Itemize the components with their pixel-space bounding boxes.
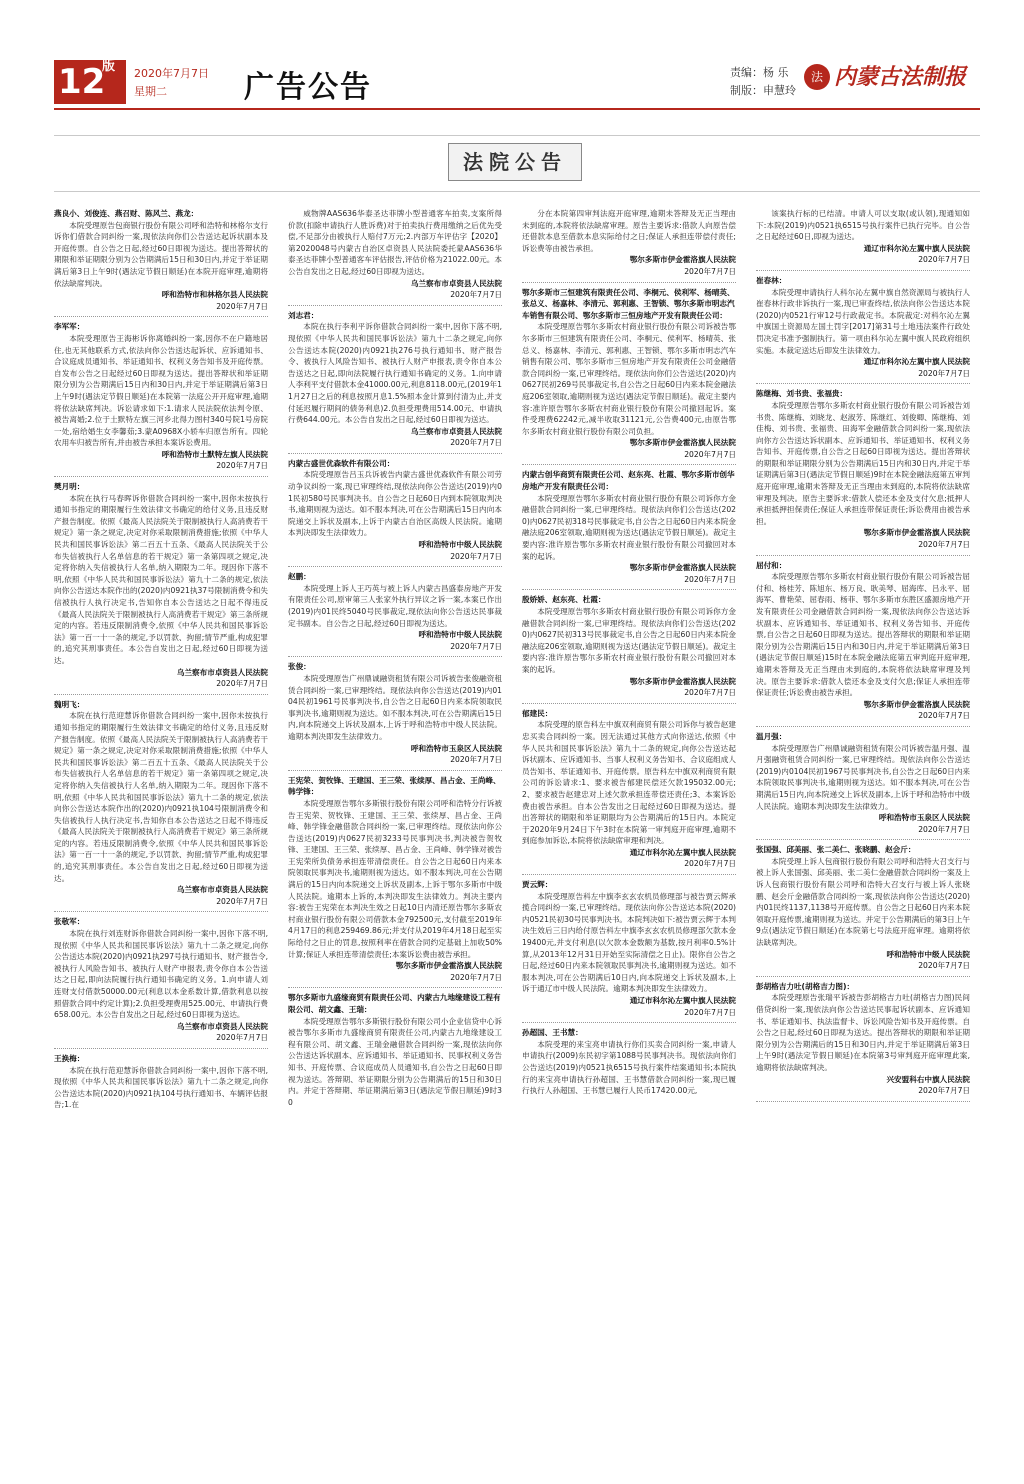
court-notice — [522, 287, 736, 461]
court-notice — [756, 208, 970, 266]
notice-addressee: 孙超国、王书慧： — [522, 1028, 583, 1038]
section-banner — [448, 143, 582, 181]
notice-court: 乌兰察布市卓资县人民法院 — [410, 278, 502, 288]
notice-date: 2020年7月7日 — [918, 961, 970, 971]
banner-rule-top — [54, 135, 980, 136]
notice-body: 本院受理原告吕玉兵诉被告内蒙古盛世优森软件有限公司劳动争议纠纷一案,现已审理终结,现依法向你公告送达(2019)内01民初580号民事判决书。自公告之日起60日内到本院领取判决书,逾期则视为送达。如不服本判决,可在公告期满后15日内向本院递交上诉状及副本,上诉于内蒙古自治区高级人民法院。逾期本判决即发生法律效力。 — [288, 470, 502, 538]
notice-addressee: 张国强、邱美丽、张二美仁、张晓鹏、赵会斤： — [756, 845, 916, 855]
notice-addressee: 张俊： — [288, 662, 311, 672]
notice-court: 通辽市科尔沁左翼中旗人民法院 — [629, 996, 736, 1005]
notice-date: 2020年7月7日 — [450, 551, 502, 561]
court-notice — [756, 388, 970, 550]
notice-court: 呼和浩特市中级人民法院 — [418, 540, 502, 550]
notice-addressee: 郁建民： — [522, 708, 553, 718]
column-1 — [54, 208, 268, 1115]
court-notice — [522, 208, 736, 278]
notice-date: 2020年7月7日 — [918, 255, 970, 265]
notice-divider — [756, 555, 970, 556]
section-title: 广告公告 — [244, 70, 372, 105]
notice-date: 2020年7月7日 — [450, 438, 502, 448]
court-notice — [522, 594, 736, 698]
notice-court: 乌兰察布市卓资县人民法院 — [410, 426, 502, 436]
notice-addressee: 殷娇娇、赵东亮、杜霞： — [522, 595, 606, 605]
notice-addressee: 陈继梅、刘书贵、张福贵： — [756, 389, 848, 399]
notice-body: 本院受理原告鄂尔多斯银行股份有限公司呼和浩特分行诉被告王宪荣、贺牧锋、王建国、王三荣、张续厚、昌占金、王尚峰、韩学锋金融借款合同纠纷一案,已审理终结。现依法向你公告送达(2019)内0627民初3233号民事判决书,判决被告贺牧锋、王建国、王三荣、张续厚、昌占金、王尚峰、韩学锋对被告王宪荣所负债务承担连带清偿责任。自公告之日起60日内来本院领取民事判决书,逾期则视为送达。如不服本判决,可在公告期满后的15日内向本院递交上诉状及副本,上诉于鄂尔多斯市中级人民法院。逾期本上诉的,本判决即发生法律效力。判决主要内容:被告王宪荣在本判决生效之日起10日内清还原告鄂尔多斯农村商业银行股份有限公司借款本金792500元,支付截至2019年4月17日的利息259469.86元;并支付从2019年4月18日起至实际给付之日止的罚息,按照利率在借款合同约定基础上加收50%计算;保证人承担连带清偿责任;本案诉讼费由被告承担。 — [288, 798, 502, 959]
notice-body: 该案执行标的已结清。申请人可以支取(或认领),现通知如下:本院(2019)内0521执6515号执行案件已执行完毕。自公告之日起经过60日,即视为送达。 — [756, 209, 970, 242]
notice-court: 呼和浩特市中级人民法院 — [886, 949, 970, 959]
notice-date: 2020年7月7日 — [918, 824, 970, 834]
issue-weekday: 星期二 — [134, 85, 167, 98]
notice-divider — [756, 839, 970, 840]
court-notice — [756, 731, 970, 835]
notice-divider — [54, 694, 268, 695]
notice-date: 2020年7月7日 — [450, 755, 502, 765]
notice-addressee: 彭胡格吉力吐(胡格吉力图)： — [756, 981, 855, 991]
notice-body: 本院受理上诉人包商银行股份有限公司呼和浩特大召支行与被上诉人张国强、邱美丽、张二美仁金融借款合同纠纷一案及上诉人包商银行股份有限公司呼和浩特大召支行与被上诉人张晓鹏、赵会斤金融借款合同纠纷一案,现依法向你公告送达(2020)内01民终1137,1138号开庭传票。自公告之日起60日内来本院领取开庭传票,逾期则视为送达。并定于公告期满后的第3日上午9点(遇法定节假日顺延)在本院第七号法庭开庭审理。逾期将依法缺席判决。 — [756, 856, 970, 948]
court-notice — [288, 458, 502, 562]
notice-divider — [522, 1022, 736, 1023]
court-notice — [54, 1053, 268, 1111]
notice-court: 呼和浩特市和林格尔县人民法院 — [161, 290, 268, 300]
notice-body: 本院受理原告包商银行股份有限公司呼和浩特和林格尔支行诉你们借款合同纠纷一案,现依法向你们公告送达起诉状副本及开庭传票。自公告之日起,经过60日即视为送达。提出答辩状的期限和举证期限分别为公告期满后15日和30日内,并定于举证期满后第3日上午9时(遇法定节假日顺延)在本院开庭审理,逾期将依法缺席判决。 — [54, 220, 268, 288]
notice-court: 乌兰察布市卓资县人民法院 — [176, 885, 268, 895]
court-notice — [756, 981, 970, 1097]
page-number — [54, 60, 126, 104]
notice-divider — [756, 383, 970, 384]
notice-court: 乌兰察布市卓资县人民法院 — [176, 1021, 268, 1031]
notice-divider — [54, 316, 268, 317]
court-notice — [522, 1027, 736, 1097]
court-notice — [54, 481, 268, 690]
notice-divider — [54, 1048, 268, 1049]
notice-addressee: 李军军： — [54, 322, 85, 332]
court-notice — [54, 321, 268, 472]
notice-body: 本院受理原告鄂尔多斯农村商业银行股份有限公司诉被告刘书贵、陈继梅、刘晓龙、赵淑芳、陈继红、刘俊卿、陈继梅、刘佳梅、刘书贵、张福贵、田海军金融借款合同纠纷一案,现依法向你方公告送达诉状副本、应诉通知书、举证通知书、权利义务告知书、开庭传票,自公告之日起60日即视为送达。提出答辩状的期限和举证期限分别为公告期满后15日内和30日内,并定于举证期满后第3日(遇法定节假日顺延)9时在本院金融法庭第五审判庭开庭审理,逾期未答辩及无正当理由未到庭的,本院将依法缺席审理及判决。原告主要诉求:借款人偿还本金及支付欠息;抵押人承担抵押担保责任;保证人承担连带保证责任;诉讼费用由被告承担。 — [756, 400, 970, 526]
notice-court: 鄂尔多斯市伊金霍洛旗人民法院 — [629, 438, 736, 448]
notice-addressee: 贾云辉： — [522, 880, 553, 890]
notice-addressee: 温月强： — [756, 731, 787, 741]
court-notice — [288, 661, 502, 765]
notice-date: 2020年7月7日 — [684, 1007, 736, 1017]
court-notice — [54, 699, 268, 908]
banner-title: 法院公告 — [463, 150, 567, 174]
brand-name: 内蒙古法制报 — [834, 64, 967, 90]
notice-divider — [288, 987, 502, 988]
notice-body: 本院在执行马春晖诉你借款合同纠纷一案中,因你未按执行通知书指定的期限履行生效法律文书确定的给付义务,且违反财产报告制度。依照《最高人民法院关于限制被执行人高消费若干规定》第一条之规定,决定对你采取限制消费措施;依照《中华人民共和国民事诉讼法》第二百五十五条、《最高人民法院关于公布失信被执行人名单信息的若干规定》第一条第四项之规定,决定将你纳入失信被执行人名单,纳入期限为二年。现因你下落不明,依照《中华人民共和国民事诉讼法》第九十二条的规定,依法向你公告送达本院作出的(2020)内0921执37号限制消费令和失信被执行人执行决定书,告知你自本公告送达之日起不得违反《最高人民法院关于限制被执行人高消费若干规定》第三条所规定的内容。若违反限制消费令,依照《中华人民共和国民事诉讼法》第一百一十一条的规定,予以罚款、拘留;情节严重,构成犯罪的,追究其刑事责任。本公告自发出之日起,经过60日即视为送达。 — [54, 493, 268, 665]
notice-addressee: 屈付和： — [756, 560, 787, 570]
notice-divider — [756, 726, 970, 727]
court-notice — [756, 844, 970, 972]
notice-divider — [522, 589, 736, 590]
notice-divider — [756, 270, 970, 271]
court-notice — [288, 208, 502, 301]
notice-addressee: 内蒙古创华商贸有限责任公司、赵东亮、杜霞、鄂尔多斯市创华房地产开发有限责任公司： — [522, 470, 735, 492]
notice-court: 鄂尔多斯市伊金霍洛旗人民法院 — [629, 676, 736, 686]
notice-addressee: 鄂尔多斯市九盛缘商贸有限责任公司、内蒙古九地缘建设工程有限公司、胡文鑫、王瑞： — [288, 993, 501, 1014]
notice-date: 2020年7月7日 — [918, 540, 970, 550]
notice-addressee: 崔春林： — [756, 275, 787, 285]
notice-date: 2020年7月7日 — [684, 266, 736, 276]
notice-divider — [288, 305, 502, 306]
notice-divider — [756, 1101, 970, 1102]
notice-court: 呼和浩特市玉泉区人民法院 — [410, 743, 502, 753]
notice-date: 2020年7月7日 — [918, 368, 970, 378]
notice-date: 2020年7月7日 — [216, 679, 268, 689]
notice-date: 2020年7月7日 — [684, 859, 736, 869]
masthead — [54, 60, 980, 108]
masthead-rule — [54, 108, 980, 110]
notice-addressee: 王宪荣、贺牧锋、王建国、王三荣、张续厚、昌占金、王尚峰、韩学锋： — [288, 775, 501, 797]
notice-court: 鄂尔多斯市伊金霍洛旗人民法院 — [863, 528, 970, 538]
notice-divider — [288, 453, 502, 454]
issue-date-block — [134, 65, 209, 101]
court-notice — [288, 992, 502, 1108]
brand-logo-icon: 法 — [804, 64, 830, 90]
notice-divider — [288, 770, 502, 771]
notice-addressee: 鄂尔多斯市三恒建筑有限责任公司、李桐元、侯利军、杨晴英、张总义、杨嘉林、李清元、郭利惠、王智锁、鄂尔多斯市明志汽车销售有限公司、鄂尔多斯市三恒房地产开发有限责任公司： — [522, 287, 735, 320]
notice-divider — [522, 703, 736, 704]
notice-addressee: 刘志君： — [288, 310, 319, 320]
notice-court: 鄂尔多斯市伊金霍洛旗人民法院 — [629, 563, 736, 573]
notice-court: 鄂尔多斯市伊金霍洛旗人民法院 — [395, 961, 502, 971]
notice-body: 本院受理原告鄂尔多斯农村商业银行股份有限公司诉你方金融借款合同纠纷一案,已审理终结。现依法向你们公告送达(2020)内0627民初313号民事裁定书,自公告之日起60日内来本院金融法庭206室领取,逾期则视为送达(遇法定节假日顺延)。裁定主要内容:准许原告鄂尔多斯农村商业银行股份有限公司撤回对本案的起诉。 — [522, 607, 736, 674]
notice-body: 本院受理原告科左中旗李玄玄农机员修理部与被告贾云辉承揽合同纠纷一案,已审理终结。现依法向你公告送达本院(2020)内0521民初30号民事判决书。本院判决如下:被告贾云辉于本判决生效后三日内给付原告科左中旗李玄玄农机员修理部欠款本金19400元,并支付利息(以欠款本金数额为基数,按月利率0.5%计算,从2013年12月31日开始至实际清偿之日止)。限你自公告之日起,经过60日内来本院领取民事判决书,逾期则视为送达。如不服本判决,可在公告期满后10日内,向本院递交上诉状及副本,上诉于通辽市中级人民法院。逾期本判决即发生法律效力。 — [522, 891, 736, 994]
notice-addressee: 赵鹏： — [288, 572, 311, 582]
notice-date: 2020年7月7日 — [684, 688, 736, 698]
notice-addressee: 张敬军： — [54, 917, 85, 927]
notice-court: 呼和浩特市土默特左旗人民法院 — [161, 449, 268, 459]
court-notice — [54, 916, 268, 1044]
notice-divider — [522, 282, 736, 283]
notice-body: 本院受理的原告科左中旗双利商贸有限公司诉你与被告赵建忠买卖合同纠纷一案。因无法通过其他方式向你送达,依照《中华人民共和国民事诉讼法》第九十二条的规定,向你公告送达起诉状副本、应诉通知书、当事人权利义务告知书、合议庭组成人员告知书、举证通知书、开庭传票。原告科左中旗双利商贸有限公司的诉讼请求:1、要求被告郁建民偿还欠款195032.00元;2、要求被告赵建忠对上述欠款承担连带偿还责任;3、本案诉讼费由被告承担。自本公告发出之日起经过60日即视为送达。提出答辩状的期限和举证期限均为公告期满后的15日内。本院定于2020年9月24日下午3时在本院第一审判庭开庭审理,逾期不到庭参加诉讼,本院将依法缺席审理和判决。 — [522, 720, 736, 846]
notice-body: 本院在执行范迎慧诉你借款合同纠纷一案中,因你未按执行通知书指定的期限履行生效法律文书确定的给付义务,且违反财产报告制度。依照《最高人民法院关于限制被执行人高消费若干规定》第一条之规定,决定对你采取限制消费措施;依照《中华人民共和国民事诉讼法》第二百五十五条、《最高人民法院关于公布失信被执行人名单信息的若干规定》第一条第四项之规定,决定将你纳入失信被执行人名单,纳入期限为二年。现因你下落不明,依照《中华人民共和国民事诉讼法》第九十二条的规定,依法向你公告送达本院作出的(2020)内0921执104号限制消费令和失信被执行人执行决定书,告知你自本公告送达之日起不得违反《最高人民法院关于限制被执行人高消费若干规定》第三条所规定的内容。若违反限制消费令,依照《中华人民共和国民事诉讼法》第一百一十一条的规定,予以罚款、拘留;情节严重,构成犯罪的,追究其刑事责任。本公告自发出之日起,经过60日即视为送达。 — [54, 711, 268, 883]
notice-court: 通辽市科尔沁左翼中旗人民法院 — [863, 243, 970, 253]
court-notice — [54, 208, 268, 312]
notice-date: 2020年7月7日 — [450, 972, 502, 982]
notice-body: 本院受理原告鄂尔多斯农村商业银行股份有限公司诉被告屈付和、杨桂芳、陈旭东、杨万良、耿美琴、屈海库、吕永平、屈海军、曹艳荣、屈春雨、杨菲、鄂尔多斯市东胜区盛源房地产开发有限责任公司金融借款合同纠纷一案,现依法向你公告送达诉状副本、应诉通知书、举证通知书、权利义务告知书、开庭传票,自公告之日起60日即视为送达。提出答辩状的期限和举证期限分别为公告期满后15日内和30日内,并定于举证期满后第3日(遇法定节假日顺延)15时在本院金融法庭第五审判庭开庭审理,逾期未答辩及无正当理由未到庭的,本院将依法缺席审理及判决。原告主要诉求:借款人偿还本金及支付欠息;保证人承担连带保证责任;诉讼费由被告承担。 — [756, 572, 970, 698]
court-notice — [288, 775, 502, 984]
notice-body: 本院在执行刘连财诉你借款合同纠纷一案中,因你下落不明,现依照《中华人民共和国民事诉讼法》第九十二条之规定,向你公告送达本院(2020)内0921执297号执行通知书、财产报告令,被执行人风险告知书、被执行人财产申报表,责令你自本公告送达之日起,即向法院履行执行通知书确定的义务。1.向申请人刘连财支付借款50000.00元(利息以本金系数计算,借款利息以按照借款合同中约定计算);2.负担受理费用525.00元、申请执行费658.00元。本公告自发出之日起,经过60日即视为送达。 — [54, 929, 268, 1020]
notice-date: 2020年7月7日 — [450, 290, 502, 300]
notice-date: 2020年7月7日 — [216, 461, 268, 471]
banner-rule-bottom — [54, 191, 980, 192]
page-number-value: 12 — [58, 62, 106, 102]
notice-date: 2020年7月7日 — [918, 711, 970, 721]
court-notice — [288, 571, 502, 652]
notice-body: 本院受理原告鄂尔多斯银行股份有限公司小企业信贷中心诉被告鄂尔多斯市九盛缘商贸有限责任公司,内蒙古九地缘建设工程有限公司、胡文鑫、王瑞金融借款合同纠纷一案,现依法向你公告送达诉状副本、应诉通知书、举证通知书、民事权利义务告知书、开庭传票、合议庭成员人员通知书,自公告之日起60日即视为送达。答辩期、举证期限分别为公告期满后的15日和30日内。并定于答辩期、举证期满后第3日(遇法定节假日顺延)9时30 — [288, 1016, 502, 1107]
notice-court: 呼和浩特市玉泉区人民法院 — [878, 813, 970, 823]
notice-addressee: 王换梅： — [54, 1053, 85, 1063]
notice-date: 2020年7月7日 — [918, 1086, 970, 1096]
notice-divider — [54, 911, 268, 912]
notice-body: 本院在执行李利平诉你借款合同纠纷一案中,因你下落不明,现依照《中华人民共和国民事诉讼法》第九十二条之规定,向你公告送达本院(2020)内0921执276号执行通知书、财产报告令、被执行人风险告知书、被执行人财产申报表,责令你自本公告送达之日起,即向法院履行执行通知书确定的义务。1.向申请人李利平支付借款本金41000.00元,利息8118.00元,(2019年11月27日之后的利息按照月息1.5%照本金计算到付清为止,并支付延迟履行期间的债务利息)2.负担受理费用514.00元、申请执行费644.00元。本公告自发出之日起,经过60日即视为送达。 — [288, 322, 502, 425]
court-notice — [522, 879, 736, 1018]
notice-court: 兴安盟科右中旗人民法院 — [886, 1074, 970, 1084]
notice-body: 本院受理原告张瑞平诉被告彭胡格吉力吐(胡格吉力图)民间借贷纠纷一案,现依法向你公告送达民事起诉状副本、应诉通知书、举证通知书、执法监督卡、诉讼风险告知书及开庭传票。自公告之日起,经过60日即视为送达。提出答辩状的期限和举证期限分别为公告期满后的15日和30日内,并定于举证期满后第3日上午9时(遇法定节假日顺延)在本院第3号审判庭开庭审理此案,逾期将依法缺席判决。 — [756, 993, 970, 1072]
notice-addressee: 樊月明： — [54, 482, 85, 492]
issue-date: 2020年7月7日 — [134, 67, 209, 80]
notice-court: 鄂尔多斯市伊金霍洛旗人民法院 — [863, 699, 970, 709]
notice-body: 本院受理原告广州鼎诚融资租赁有限公司诉被告张俊融资租赁合同纠纷一案,已审理终结。现依法向你公告送达(2019)内0104民初1961号民事判决书,自公告之日起60日内来本院领取民事判决书,逾期则视为送达。如不服本判决,可在公告期满后15日内,向本院递交上诉状及副本,上诉于呼和浩特市中级人民法院。逾期本判决即发生法律效力。 — [288, 673, 502, 741]
notice-divider — [288, 566, 502, 567]
notice-divider — [54, 476, 268, 477]
court-notice — [756, 275, 970, 379]
court-notice — [756, 560, 970, 722]
notice-date: 2020年7月7日 — [684, 574, 736, 584]
notice-body: 本院受理上诉人王巧英与被上诉人内蒙古昌盛泰房地产开发有限责任公司,原审第三人张家外执行异议之诉一案,本案已作出(2019)内01民终5040号民事裁定,现依法向你公告送达民事裁定书副本。自公告之日起,经过60日即视为送达。 — [288, 583, 502, 628]
editor-credits — [730, 64, 796, 100]
notice-body: 分在本院第四审判法庭开庭审理,逾期未答辩及无正当理由未到庭的,本院将依法缺席审理。原告主要诉求:借款人向原告偿还借款本息至借款本息实际给付之日;保证人承担连带偿付责任;诉讼费等由被告承担。 — [522, 209, 736, 253]
notice-body: 本院受理的来宝亮申请执行你们买卖合同纠纷一案,申请人申请执行(2009)东民初字第1088号民事判决书。现依法向你们公告送达(2019)内0521执6515号执行案件结案通知书;本院执行的来宝亮申请执行孙超国、王书慧借款合同纠纷一案,现已履行执行人孙超国、王书慧已履行人民币17420.00元, — [522, 1039, 736, 1096]
layout-editor-name: 制版：申慧玲 — [730, 84, 796, 97]
notice-date: 2020年7月7日 — [216, 896, 268, 906]
notice-divider — [756, 976, 970, 977]
column-3 — [522, 208, 736, 1101]
notice-date: 2020年7月7日 — [216, 1033, 268, 1043]
court-notice — [288, 310, 502, 449]
notice-body: 本院受理原告广州鼎诚融资租赁有限公司诉被告温月强、温月强融资租赁合同纠纷一案,已审理终结。现依法向你公告送达(2019)内0104民初1967号民事判决书,自公告之日起60日内来本院领取民事判决书,逾期则视为送达。如不服本判决,可在公告期满后15日内,向本院递交上诉状及副本,上诉于呼和浩特市中级人民法院。逾期本判决即发生法律效力。 — [756, 743, 970, 811]
notice-divider — [522, 464, 736, 465]
notice-body: 本院受理原告鄂尔多斯农村商业银行股份有限公司诉被告鄂尔多斯市三恒建筑有限责任公司、李桐元、侯利军、杨晴英、张总义、杨嘉林、李清元、郭利惠、王智锁、鄂尔多斯市明志汽车销售有限公司、鄂尔多斯市三恒房地产开发有限责任公司金融借款合同纠纷一案,已审理终结。现依法向你们公告送达(2020)内0627民初269号民事裁定书,自公告之日起60日内来本院金融法庭206室领取,逾期则视为送达(遇法定节假日顺延)。裁定主要内容:准许原告鄂尔多斯农村商业银行股份有限公司撤回起诉。案件受理费62242元,减半收取31121元,公告费400元,由原告鄂尔多斯农村商业银行股份有限公司负担。 — [522, 322, 736, 436]
notice-date: 2020年7月7日 — [450, 641, 502, 651]
notice-divider — [288, 656, 502, 657]
notice-addressee: 内蒙古盛世优森软件有限公司： — [288, 458, 395, 468]
notice-body: 本院受理原告鄂尔多斯农村商业银行股份有限公司诉你方金融借款合同纠纷一案,已审理终结。现依法向你们公告送达(2020)内0627民初318号民事裁定书,自公告之日起60日内来本院金融法庭206室领取,逾期则视为送达(遇法定节假日顺延)。裁定主要内容:准许原告鄂尔多斯农村商业银行股份有限公司撤回对本案的起诉。 — [522, 493, 736, 561]
notice-body: 本院受理申请执行人科尔沁左翼中旗自然资源局与被执行人崔春林行政非诉执行一案,现已审查终结,依法向你公告送达本院(2020)内0521行审12号行政裁定书。本院裁定:对科尔沁左翼中旗国土资源局左国土罚字[2017]第31号土地违法案件行政处罚决定书准予强制执行。第一项由科尔沁左翼中旗人民政府组织实施。本裁定送达后即发生法律效力。 — [756, 287, 970, 355]
notice-date: 2020年7月7日 — [216, 301, 268, 311]
column-4 — [756, 208, 970, 1106]
notice-addressee: 魏明飞： — [54, 699, 85, 709]
notice-court: 通辽市科尔沁左翼中旗人民法院 — [863, 357, 970, 367]
notice-addressee: 燕良小、刘俊连、燕召财、陈风兰、燕龙： — [54, 209, 199, 218]
notice-body: 本院在执行范迎慧诉你借款合同纠纷一案中,因你下落不明,现依照《中华人民共和国民事诉讼法》第九十二条之规定,向你公告送达本院(2020)内0921执104号执行通知书、车辆评估报告;1.在 — [54, 1065, 268, 1110]
notice-court: 鄂尔多斯市伊金霍洛旗人民法院 — [629, 255, 736, 265]
column-2 — [288, 208, 502, 1112]
brand — [804, 64, 980, 90]
notice-divider — [522, 874, 736, 875]
notice-court: 呼和浩特市中级人民法院 — [418, 630, 502, 640]
notice-court: 乌兰察布市卓资县人民法院 — [176, 667, 268, 677]
court-notice — [522, 469, 736, 585]
notice-body: 威物牌AAS636华泰圣达菲牌小型普通客车拍卖,支案所得价款(扣除申请执行人胜诉费)对于拍卖执行费用缴纳之后优先受偿,不足部分由被执行人赔付7万元;2.内部万车评估字【2020】第2020048号内蒙古自治区卓资县人民法院委托蒙AAS636华泰圣达菲牌小型普通客车评估报告,评估价格为21022.00元。本公告自发出之日起,经过60日即视为送达。 — [288, 209, 502, 276]
notice-body: 本院受理原告王海彬诉你离婚纠纷一案,因你不在户籍地居住,也无其他联系方式,依法向你公告送达起诉状、应诉通知书、合议庭成员通知书、举证通知书、权利义务告知书及开庭传票。自发布公告之日起经过60日即视为送达。提出答辩状和举证期限分别为公告期满后15日内和30日内,并定于举证期满后第3日上午9时(遇法定节假日顺延)在本院第一法庭公开开庭审理,逾期将依法缺席判决。诉讼请求如下:1.请求人民法院依法判令原、被告离婚;2.位于土默特左旗三河乡北得力图村340号院1号房院一处,宿给婚生女李馨茹;3.蒙A0968X小轿车归原告所有。四轮农用车归被告所有,并由被告承担本案诉讼费用。 — [54, 333, 268, 448]
court-notice — [522, 708, 736, 870]
editor-name: 责编：杨 乐 — [730, 66, 789, 79]
page-suffix: 版 — [102, 59, 116, 74]
notice-court: 通辽市科尔沁左翼中旗人民法院 — [629, 847, 736, 857]
notice-date: 2020年7月7日 — [684, 449, 736, 459]
